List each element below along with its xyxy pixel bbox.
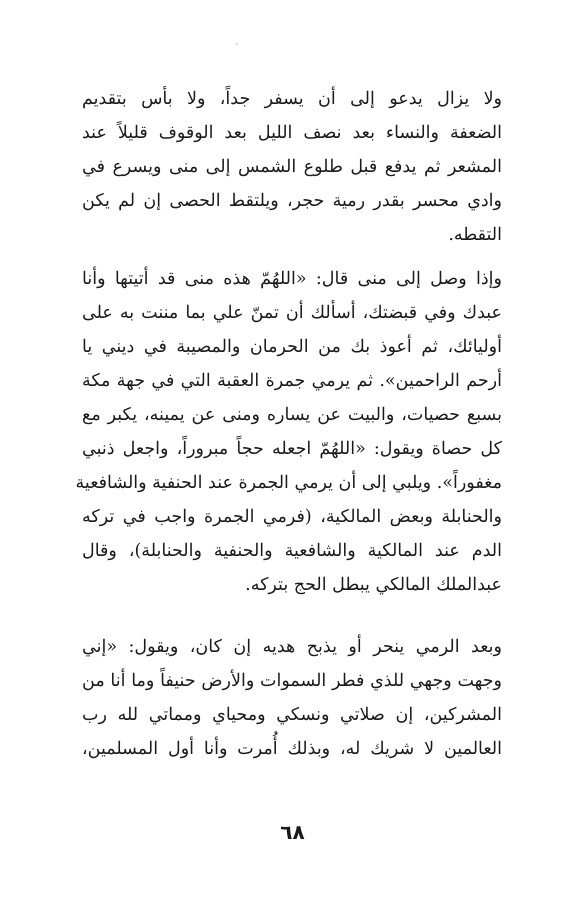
text-line: وادي محسر بقدر رمية حجر، ويلتقط الحصى إن لم يكن [82, 191, 502, 211]
text-line: ولا يزال يدعو إلى أن يسفر جداً، ولا بأس بتقديم [82, 89, 502, 109]
text-line: كل حصاة ويقول: «اللهُمّ اجعله حجاً مبروراً، واجعل ذنبي [82, 439, 502, 459]
text-line: أوليائك، ثم أعوذ بك من الحرمان والمصيبة في ديني يا [82, 337, 502, 357]
text-line: بسبع حصيات، والبيت عن يساره ومنى عن يمينه، يكبر مع [82, 405, 502, 425]
text-line: وإذا وصل إلى منى قال: «اللهُمّ هذه منى قد أتيتها وأنا [82, 269, 502, 289]
text-line: التقطه. [448, 225, 502, 245]
text-line: والحنابلة وبعض المالكية، (فرمي الجمرة واجب في تركه [82, 507, 502, 527]
text-line: العالمين لا شريك له، وبذلك أُمرت وأنا أول المسلمين، [82, 739, 502, 759]
text-line: عبدك وفي قبضتك، أسألك أن تمنّ علي بما مننت به على [82, 303, 502, 323]
text-line: أرحم الراحمين». ثم يرمي جمرة العقبة التي في جهة مكة [82, 371, 502, 391]
text-line: عبدالملك المالكي يبطل الحج بتركه. [245, 575, 502, 595]
scan-speck [236, 43, 238, 45]
paragraph-1 [82, 82, 502, 252]
text-line: وجهت وجهي للذي فطر السموات والأرض حنيفاً وما أنا من [82, 671, 502, 691]
text-line: الدم عند المالكية والشافعية والحنفية والحنابلة)، وقال [82, 541, 502, 561]
page-number: ٦٨ [280, 820, 305, 844]
paragraph-3 [82, 630, 502, 766]
text-line: وبعد الرمي ينحر أو يذبح هديه إن كان، ويقول: «إني [82, 637, 502, 657]
text-line: المشركين، إن صلاتي ونسكي ومحياي ومماتي لله رب [82, 705, 502, 725]
text-line: المشعر ثم يدفع قبل طلوع الشمس إلى منى ويسرع في [82, 157, 502, 177]
paragraph-2 [75, 262, 502, 602]
text-line: مغفوراً». ويلبي إلى أن يرمي الجمرة عند الحنفية والشافعية [75, 473, 502, 493]
text-line: الضعفة والنساء بعد نصف الليل بعد الوقوف قليلاً عند [82, 123, 502, 143]
